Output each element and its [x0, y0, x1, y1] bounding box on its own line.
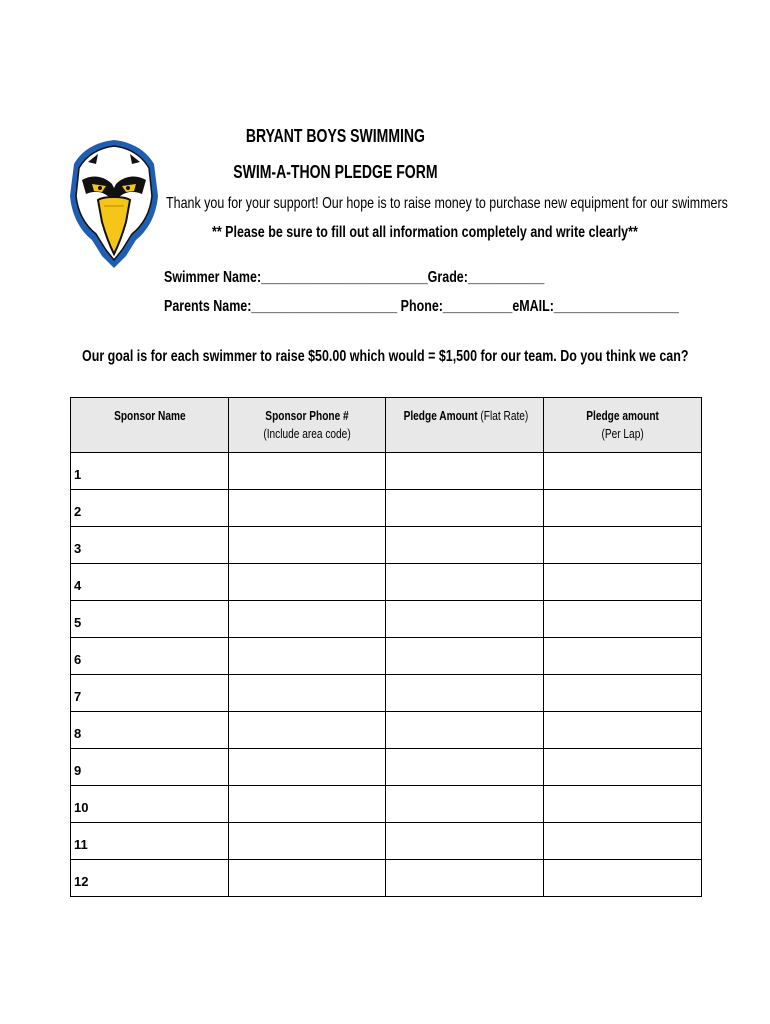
- pledge-flat-cell[interactable]: [386, 712, 544, 749]
- table-header-row: [71, 398, 702, 453]
- sponsor-phone-cell[interactable]: [229, 564, 386, 601]
- pledge-flat-cell[interactable]: [386, 527, 544, 564]
- sponsor-phone-cell[interactable]: [229, 675, 386, 712]
- sponsor-name-cell[interactable]: [71, 823, 229, 860]
- sponsor-name-cell[interactable]: [71, 564, 229, 601]
- sponsor-phone-cell[interactable]: [229, 823, 386, 860]
- eagle-mascot-icon: [68, 136, 160, 270]
- pledge-per-lap-cell[interactable]: [544, 527, 702, 564]
- header-sponsor-name: Sponsor Name: [71, 398, 229, 453]
- pledge-flat-cell[interactable]: [386, 675, 544, 712]
- goal-text: Our goal is for each swimmer to raise $50.00 which would = $1,500 for our team. Do you think we can?: [82, 348, 689, 365]
- table-row: [71, 786, 702, 823]
- row-number: 4: [74, 578, 82, 593]
- sponsor-phone-cell[interactable]: [229, 453, 386, 490]
- pledge-flat-cell[interactable]: [386, 749, 544, 786]
- row-number: 6: [74, 652, 82, 667]
- pledge-per-lap-cell[interactable]: [544, 749, 702, 786]
- pledge-flat-cell[interactable]: [386, 638, 544, 675]
- sponsor-name-cell[interactable]: [71, 749, 229, 786]
- pledge-flat-cell[interactable]: [386, 490, 544, 527]
- pledge-flat-cell[interactable]: [386, 564, 544, 601]
- sponsor-phone-cell[interactable]: [229, 527, 386, 564]
- pledge-flat-cell[interactable]: [386, 786, 544, 823]
- pledge-per-lap-cell[interactable]: [544, 638, 702, 675]
- row-number: 1: [74, 467, 82, 482]
- sponsor-name-cell[interactable]: [71, 675, 229, 712]
- table-row: [71, 527, 702, 564]
- sponsor-name-cell[interactable]: [71, 638, 229, 675]
- instructions-text: ** Please be sure to fill out all information completely and write clearly**: [212, 224, 638, 241]
- sponsor-name-cell[interactable]: [71, 786, 229, 823]
- pledge-per-lap-cell[interactable]: [544, 786, 702, 823]
- table-row: [71, 823, 702, 860]
- pledge-per-lap-cell[interactable]: [544, 712, 702, 749]
- form-title-line2: SWIM-A-THON PLEDGE FORM: [233, 162, 438, 182]
- table-row: [71, 675, 702, 712]
- row-number: 7: [74, 689, 82, 704]
- pledge-per-lap-cell[interactable]: [544, 860, 702, 897]
- pledge-per-lap-cell[interactable]: [544, 823, 702, 860]
- pledge-per-lap-cell[interactable]: [544, 564, 702, 601]
- row-number: 11: [74, 837, 88, 852]
- sponsor-name-cell[interactable]: [71, 712, 229, 749]
- table-row: [71, 712, 702, 749]
- row-number: 5: [74, 615, 82, 630]
- row-number: 9: [74, 763, 82, 778]
- sponsor-phone-cell[interactable]: [229, 712, 386, 749]
- sponsor-phone-cell[interactable]: [229, 638, 386, 675]
- sponsor-name-cell[interactable]: [71, 490, 229, 527]
- table-row: [71, 860, 702, 897]
- sponsor-phone-cell[interactable]: [229, 490, 386, 527]
- pledge-per-lap-cell[interactable]: [544, 601, 702, 638]
- pledge-flat-cell[interactable]: [386, 823, 544, 860]
- row-number: 2: [74, 504, 82, 519]
- sponsor-phone-cell[interactable]: [229, 601, 386, 638]
- pledge-per-lap-cell[interactable]: [544, 453, 702, 490]
- sponsor-name-cell[interactable]: [71, 453, 229, 490]
- pledge-flat-cell[interactable]: [386, 860, 544, 897]
- header-pledge-flat: Pledge Amount (Flat Rate): [386, 398, 544, 453]
- row-number: 10: [74, 800, 89, 815]
- sponsor-name-cell[interactable]: [71, 527, 229, 564]
- sponsor-name-cell[interactable]: [71, 601, 229, 638]
- sponsor-name-cell[interactable]: [71, 860, 229, 897]
- table-row: [71, 490, 702, 527]
- pledge-per-lap-cell[interactable]: [544, 490, 702, 527]
- table-row: [71, 453, 702, 490]
- header-sponsor-phone: Sponsor Phone # (Include area code): [229, 398, 386, 453]
- table-row: [71, 601, 702, 638]
- table-row: [71, 638, 702, 675]
- row-number: 3: [74, 541, 82, 556]
- table-row: [71, 749, 702, 786]
- sponsor-phone-cell[interactable]: [229, 749, 386, 786]
- sponsor-phone-cell[interactable]: [229, 860, 386, 897]
- pledge-flat-cell[interactable]: [386, 453, 544, 490]
- table-row: [71, 564, 702, 601]
- header-pledge-per-lap: Pledge amount (Per Lap): [544, 398, 702, 453]
- thank-you-text: Thank you for your support! Our hope is to raise money to purchase new equipment for our swimmers: [166, 195, 728, 212]
- swimmer-grade-fields[interactable]: Swimmer Name:________________________Grade:___________: [164, 269, 545, 286]
- pledge-per-lap-cell[interactable]: [544, 675, 702, 712]
- parents-phone-email-fields[interactable]: Parents Name:_____________________ Phone:__________eMAIL:__________________: [164, 298, 679, 315]
- pledge-flat-cell[interactable]: [386, 601, 544, 638]
- sponsor-table: [70, 397, 702, 897]
- form-title-line1: BRYANT BOYS SWIMMING: [245, 126, 425, 146]
- sponsor-phone-cell[interactable]: [229, 786, 386, 823]
- row-number: 12: [74, 874, 89, 889]
- row-number: 8: [74, 726, 82, 741]
